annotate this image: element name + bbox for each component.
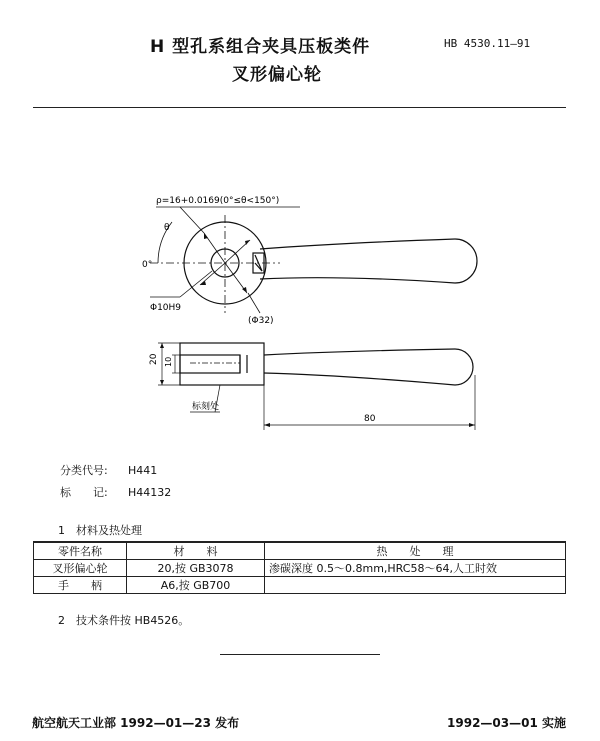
handle-top-edge bbox=[260, 239, 455, 249]
table-cell: 20,按 GB3078 bbox=[127, 560, 265, 577]
table-cell: 渗碳深度 0.5～0.8mm,HRC58～64,人工时效 bbox=[265, 560, 566, 577]
technical-drawing bbox=[120, 185, 500, 435]
theta-label: θ bbox=[164, 223, 170, 233]
end-rule bbox=[220, 654, 380, 655]
header-rule bbox=[33, 107, 566, 108]
classification-label: 分类代号: bbox=[60, 464, 108, 477]
diameter-label: (Φ32) bbox=[248, 316, 274, 326]
fork-slot bbox=[180, 355, 240, 373]
table-header: 零件名称 bbox=[34, 542, 127, 560]
table-cell bbox=[265, 577, 566, 594]
section-1-heading: 1 材料及热处理 bbox=[58, 524, 142, 537]
handle-bottom-edge bbox=[260, 278, 455, 283]
side-handle-top bbox=[264, 349, 455, 355]
marking-code bbox=[60, 484, 171, 500]
table-cell: 叉形偏心轮 bbox=[34, 560, 127, 577]
table-row bbox=[34, 560, 566, 577]
table-row bbox=[34, 577, 566, 594]
table-cell: 手 柄 bbox=[34, 577, 127, 594]
marking-code-label: 标 记: bbox=[60, 486, 108, 499]
handle-end bbox=[455, 239, 477, 283]
marking-location-label: 标刻处 bbox=[192, 402, 220, 412]
table-header: 材 料 bbox=[127, 542, 265, 560]
marking-code-value: H44132 bbox=[128, 486, 172, 499]
document-title: H 型孔系组合夹具压板类件 bbox=[150, 37, 371, 57]
classification-code bbox=[60, 462, 157, 478]
table-cell: A6,按 GB700 bbox=[127, 577, 265, 594]
document-subtitle: 叉形偏心轮 bbox=[232, 65, 322, 85]
classification-value: H441 bbox=[128, 464, 158, 477]
dimension-10: 10 bbox=[164, 356, 173, 367]
dimension-80: 80 bbox=[364, 414, 376, 424]
table-header-row bbox=[34, 542, 566, 560]
table-header: 热 处 理 bbox=[265, 542, 566, 560]
dimension-20: 20 bbox=[149, 353, 159, 365]
materials-table bbox=[33, 541, 566, 594]
hole-tolerance-label: Φ10H9 bbox=[150, 303, 182, 313]
zero-degree-label: 0° bbox=[142, 260, 153, 270]
standard-number: HB 4530.11—91 bbox=[444, 37, 531, 50]
section-2-text: 2 技术条件按 HB4526。 bbox=[58, 614, 190, 627]
fork-body bbox=[180, 343, 264, 385]
issue-date: 航空航天工业部 1992—01—23 发布 bbox=[32, 716, 240, 730]
formula-label: ρ=16+0.0169(0°≤θ<150°) bbox=[156, 196, 280, 206]
effective-date: 1992—03—01 实施 bbox=[447, 716, 566, 730]
